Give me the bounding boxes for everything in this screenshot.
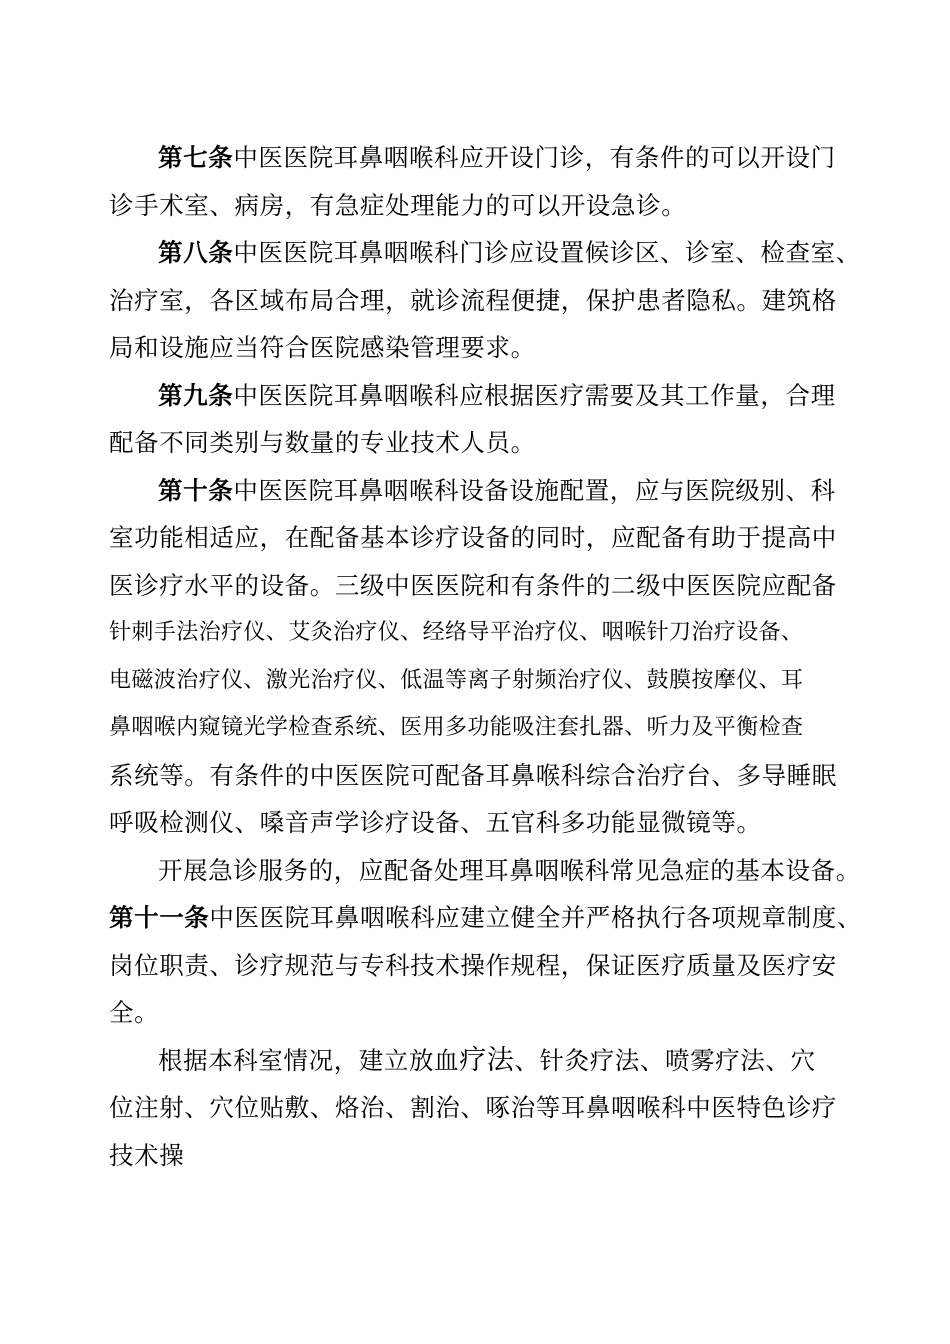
article-10-line-8: 呼吸检测仪、嗓音声学诊疗设备、五官科多功能显微镜等。 [109,808,762,838]
article-10-continued [109,752,869,895]
article-10-label: 第十条 [158,475,234,505]
article-10 [109,467,869,610]
article-10-line-5: 电磁波治疗仪、激光治疗仪、低温等离子射频治疗仪、鼓膜按摩仪、耳 [109,667,804,693]
tech-paragraph [109,1037,869,1180]
article-8-line-1: 第八条中医医院耳鼻咽喉科门诊应设置候诊区、诊室、检查室、 [158,238,861,267]
article-8-line-2: 治疗室，各区域布局合理，就诊流程便捷，保护患者隐私。建筑格 [109,285,837,315]
article-10-line-3: 医诊疗水平的设备。三级中医医院和有条件的二级中医医院应配备 [109,570,837,600]
article-10-line-2: 室功能相适应，在配备基本诊疗设备的同时，应配备有助于提高中 [109,523,837,552]
article-9 [109,372,869,467]
article-7 [109,134,869,229]
article-10-line-1: 第十条中医医院耳鼻咽喉科设备设施配置，应与医院级别、科 [158,475,836,505]
article-11-line-1: 第十一条中医医院耳鼻咽喉科应建立健全并严格执行各项规章制度、 [109,903,863,933]
article-10-equipment [109,609,869,752]
article-11-line-3: 全。 [109,998,160,1028]
article-8 [109,229,869,372]
article-11-line-2: 岗位职责、诊疗规范与专科技术操作规程，保证医疗质量及医疗安 [109,950,837,980]
article-7-line-2: 诊手术室、病房，有急症处理能力的可以开设急诊。 [109,190,687,220]
document-body [109,134,869,1179]
article-7-line-1: 第七条中医医院耳鼻咽喉科应开设门诊，有条件的可以开设门 [158,143,836,172]
article-8-line-3: 局和设施应当符合医院感染管理要求。 [109,333,536,362]
article-10-line-7: 系统等。有条件的中医医院可配备耳鼻喉科综合治疗台、多导睡眠 [109,760,837,790]
tech-line-2: 位注射、穴位贴敷、烙治、割治、啄治等耳鼻咽喉科中医特色诊疗 [109,1093,837,1123]
tech-line-1: 根据本科室情况，建立放血疗法、针灸疗法、喷雾疗法、穴 [158,1044,816,1076]
article-7-label: 第七条 [158,143,234,172]
tech-large-text: 疗法 [459,1044,515,1076]
article-10-line-4: 针刺手法治疗仪、艾灸治疗仪、经络导平治疗仪、咽喉针刀治疗设备、 [109,620,804,645]
article-9-line-2: 配备不同类别与数量的专业技术人员。 [109,428,536,457]
article-9-label: 第九条 [158,380,234,410]
article-11-label: 第十一条 [109,903,210,933]
tech-line-3: 技术操 [109,1140,185,1170]
article-9-line-1: 第九条中医医院耳鼻咽喉科应根据医疗需要及其工作量，合理 [158,380,836,410]
article-10-line-6: 鼻咽喉内窥镜光学检查系统、医用多功能吸注套扎器、听力及平衡检查 [109,715,804,741]
article-8-label: 第八条 [158,238,234,267]
article-10-emergency: 开展急诊服务的，应配备处理耳鼻咽喉科常见急症的基本设备。 [158,855,861,885]
article-11 [109,894,869,1037]
